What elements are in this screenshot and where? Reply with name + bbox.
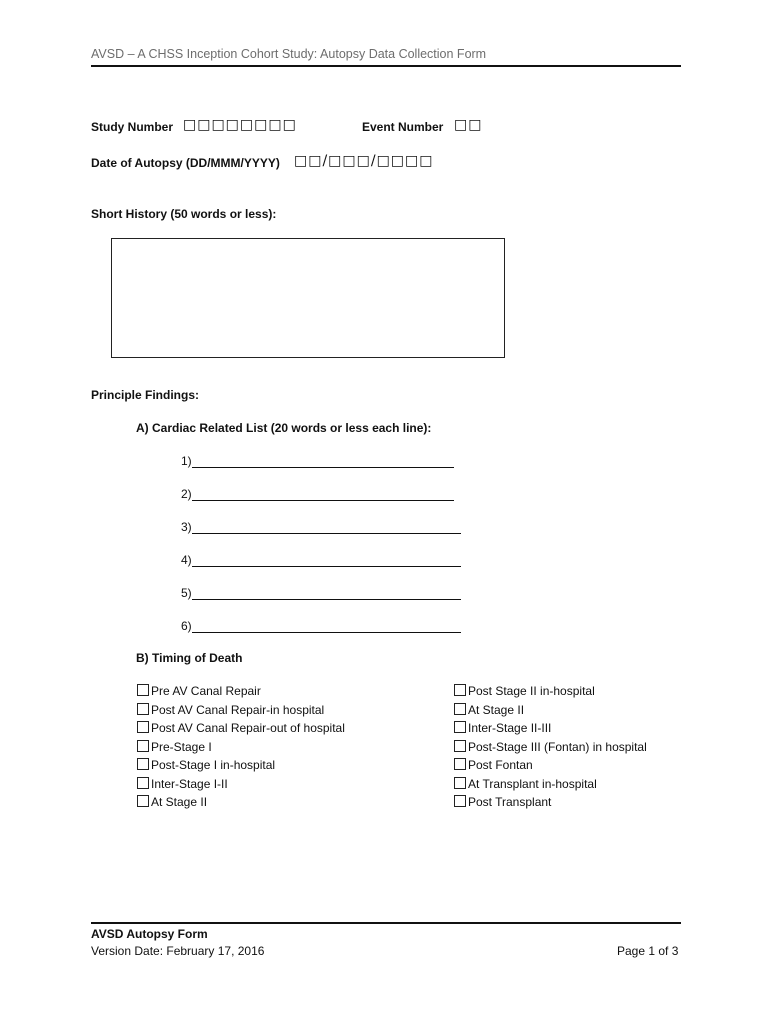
timing-option-label: Post Stage II in-hospital xyxy=(468,684,595,698)
footer-rule xyxy=(91,922,681,924)
timing-option[interactable] xyxy=(137,682,345,701)
timing-option-label: Pre AV Canal Repair xyxy=(151,684,261,698)
timing-option-label: Post Fontan xyxy=(468,758,533,772)
study-number-label: Study Number xyxy=(91,120,174,134)
short-history-textbox[interactable] xyxy=(111,238,505,358)
timing-option-label: Post AV Canal Repair-in hospital xyxy=(151,702,325,717)
cardiac-line-number: 3) xyxy=(181,520,192,534)
checkbox[interactable] xyxy=(454,684,466,696)
event-number-label: Event Number xyxy=(362,120,444,134)
checkbox[interactable] xyxy=(454,721,466,733)
timing-option[interactable] xyxy=(137,701,345,720)
cardiac-line-1[interactable] xyxy=(181,454,454,468)
checkbox[interactable] xyxy=(454,777,466,789)
cardiac-line-number: 6) xyxy=(181,619,192,633)
timing-options-left xyxy=(137,682,345,812)
timing-option[interactable] xyxy=(454,775,647,794)
timing-option-label: At Stage II xyxy=(468,702,525,717)
cardiac-line-blank[interactable] xyxy=(192,586,461,600)
cardiac-line-blank[interactable] xyxy=(192,553,461,567)
timing-option-label: Inter-Stage I-II xyxy=(151,776,228,791)
footer-form-name: AVSD Autopsy Form xyxy=(91,927,208,941)
date-of-autopsy-input[interactable]: □□/□□□/□□□□ xyxy=(294,153,434,169)
study-number-input[interactable]: □□□□□□□□ xyxy=(183,117,297,133)
timing-option-label: Post-Stage III (Fontan) in hospital xyxy=(468,739,647,754)
cardiac-line-blank[interactable] xyxy=(192,619,461,633)
page-header-title: AVSD – A CHSS Inception Cohort Study: Autopsy Data Collection Form xyxy=(91,47,487,61)
timing-option[interactable] xyxy=(137,738,345,757)
timing-option[interactable] xyxy=(137,793,345,812)
cardiac-line-blank[interactable] xyxy=(192,487,454,501)
timing-option[interactable] xyxy=(137,719,345,738)
date-of-autopsy-label: Date of Autopsy (DD/MMM/YYYY) xyxy=(91,156,280,170)
timing-of-death-label: B) Timing of Death xyxy=(136,651,243,665)
event-number-input[interactable]: □□ xyxy=(454,117,483,133)
checkbox[interactable] xyxy=(454,758,466,770)
timing-option-label: At Transplant in-hospital xyxy=(468,776,597,791)
timing-option-label: Post AV Canal Repair-out of hospital xyxy=(151,721,345,735)
checkbox[interactable] xyxy=(137,703,149,715)
cardiac-line-number: 2) xyxy=(181,487,192,501)
checkbox[interactable] xyxy=(137,740,149,752)
checkbox[interactable] xyxy=(454,740,466,752)
checkbox[interactable] xyxy=(454,703,466,715)
checkbox[interactable] xyxy=(454,795,466,807)
timing-option[interactable] xyxy=(454,756,647,775)
timing-option[interactable] xyxy=(137,756,345,775)
timing-option[interactable] xyxy=(454,682,647,701)
timing-option[interactable] xyxy=(137,775,345,794)
timing-option[interactable] xyxy=(454,738,647,757)
cardiac-list-label: A) Cardiac Related List (20 words or less each line): xyxy=(136,421,432,435)
cardiac-line-blank[interactable] xyxy=(192,520,461,534)
checkbox[interactable] xyxy=(137,684,149,696)
timing-option-label: Post Transplant xyxy=(468,795,552,809)
short-history-label: Short History (50 words or less): xyxy=(91,207,277,221)
footer-version-date: Version Date: February 17, 2016 xyxy=(91,944,265,958)
cardiac-line-number: 4) xyxy=(181,553,192,567)
timing-option-label: At Stage II xyxy=(151,795,208,809)
cardiac-line-blank[interactable] xyxy=(192,454,454,468)
timing-option[interactable] xyxy=(454,719,647,738)
cardiac-line-3[interactable] xyxy=(181,520,461,534)
footer-page-number: Page 1 of 3 xyxy=(617,944,679,958)
cardiac-line-number: 1) xyxy=(181,454,192,468)
timing-option-label: Pre-Stage I xyxy=(151,739,212,754)
checkbox[interactable] xyxy=(137,758,149,770)
checkbox[interactable] xyxy=(137,777,149,789)
header-rule xyxy=(91,65,681,67)
timing-option[interactable] xyxy=(454,793,647,812)
checkbox[interactable] xyxy=(137,721,149,733)
cardiac-line-5[interactable] xyxy=(181,586,461,600)
cardiac-line-6[interactable] xyxy=(181,619,461,633)
cardiac-line-4[interactable] xyxy=(181,553,461,567)
principle-findings-label: Principle Findings: xyxy=(91,388,200,402)
checkbox[interactable] xyxy=(137,795,149,807)
timing-options-right xyxy=(454,682,647,812)
cardiac-line-2[interactable] xyxy=(181,487,454,501)
cardiac-line-number: 5) xyxy=(181,586,192,600)
timing-option-label: Inter-Stage II-III xyxy=(468,721,552,735)
timing-option-label: Post-Stage I in-hospital xyxy=(151,758,276,772)
timing-option[interactable] xyxy=(454,701,647,720)
